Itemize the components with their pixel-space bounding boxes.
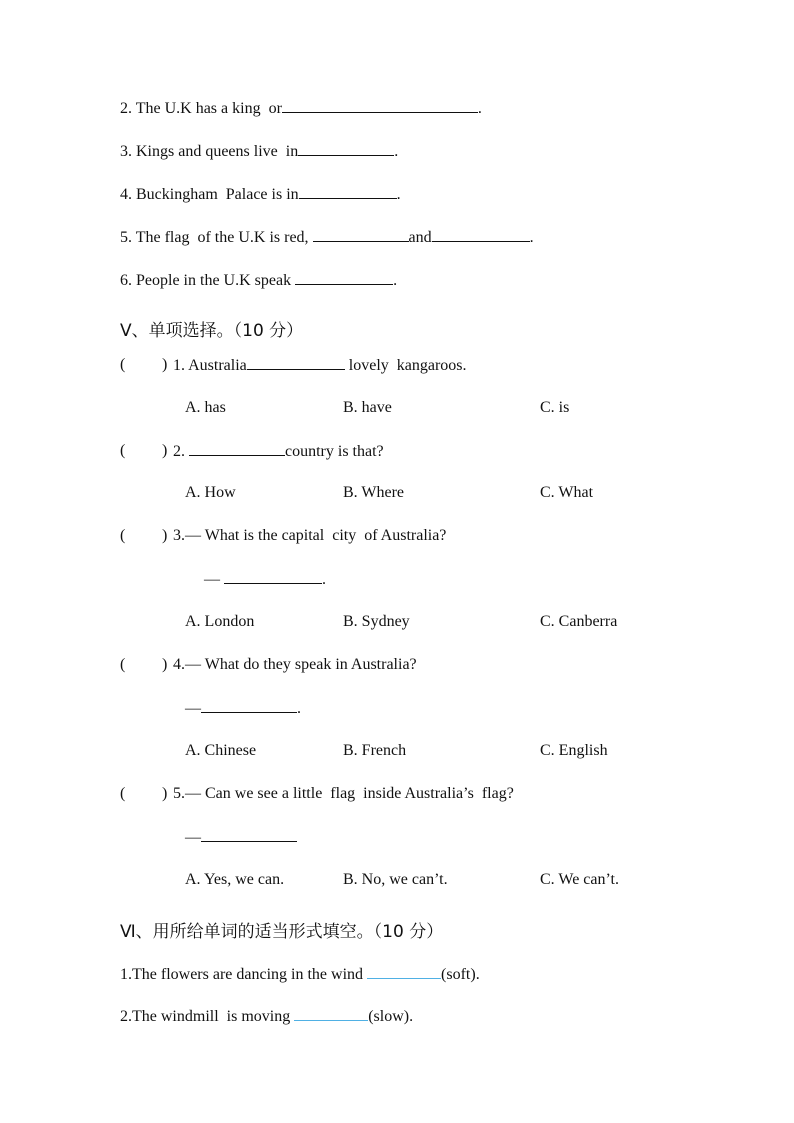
answer-blank[interactable] [313,227,409,242]
option-b[interactable]: B. have [343,399,392,416]
option-b[interactable]: B. Where [343,484,405,501]
option-b[interactable]: B. French [343,742,407,759]
fill-item-6: 6. People in the U.K speak . [120,272,398,289]
option-a[interactable]: A. How [185,484,236,501]
question-5-answer-line: — [185,827,297,848]
fill-item-5: 5. The flag of the U.K is red, and . [120,229,534,246]
option-a[interactable]: A. Yes, we can. [185,871,285,888]
answer-paren-open: ( [120,785,126,802]
answer-blank[interactable] [282,98,478,113]
question-3-answer-line: — . [204,571,326,588]
fill-item-3: 3. Kings and queens live in . [120,143,399,160]
question-3: 3.— What is the capital city of Australia? [173,527,447,544]
section-heading-6: Ⅵ、用所给单词的适当形式填空。（10 分） [120,922,444,942]
answer-paren-close: ) [162,356,168,373]
option-a[interactable]: A. has [185,399,226,416]
section-heading-5: Ⅴ、单项选择。（10 分） [120,321,304,341]
option-b[interactable]: B. No, we can’t. [343,871,448,888]
answer-blank[interactable] [224,569,322,584]
answer-blank[interactable] [294,1006,368,1021]
fill-item-4: 4. Buckingham Palace is in . [120,186,401,203]
option-c[interactable]: C. English [540,742,608,759]
answer-paren-open: ( [120,356,126,373]
answer-paren-close: ) [162,656,168,673]
answer-paren-close: ) [162,785,168,802]
answer-blank[interactable] [367,964,441,979]
answer-paren-open: ( [120,656,126,673]
answer-blank[interactable] [432,227,530,242]
answer-blank[interactable] [247,355,345,370]
answer-paren-open: ( [120,527,126,544]
answer-paren-open: ( [120,442,126,459]
question-2: 2. country is that? [173,443,384,460]
answer-blank[interactable] [298,141,394,156]
answer-blank[interactable] [295,270,393,285]
answer-paren-close: ) [162,527,168,544]
question-1: 1. Australia lovely kangaroos. [173,357,467,374]
answer-paren-close: ) [162,442,168,459]
answer-blank[interactable] [201,698,297,713]
word-form-item-1: 1.The flowers are dancing in the wind (soft). [120,966,480,983]
question-4: 4.— What do they speak in Australia? [173,656,417,673]
option-c[interactable]: C. Canberra [540,613,618,630]
answer-blank[interactable] [299,184,397,199]
option-a[interactable]: A. Chinese [185,742,257,759]
answer-blank[interactable] [201,827,297,842]
fill-item-2: 2. The U.K has a king or . [120,100,482,117]
option-b[interactable]: B. Sydney [343,613,410,630]
option-a[interactable]: A. London [185,613,255,630]
option-c[interactable]: C. What [540,484,594,501]
option-c[interactable]: C. is [540,399,570,416]
question-4-answer-line: — . [185,700,301,717]
option-c[interactable]: C. We can’t. [540,871,619,888]
answer-blank[interactable] [189,441,285,456]
word-form-item-2: 2.The windmill is moving (slow). [120,1008,414,1025]
question-5: 5.— Can we see a little flag inside Australia’s flag? [173,785,514,802]
